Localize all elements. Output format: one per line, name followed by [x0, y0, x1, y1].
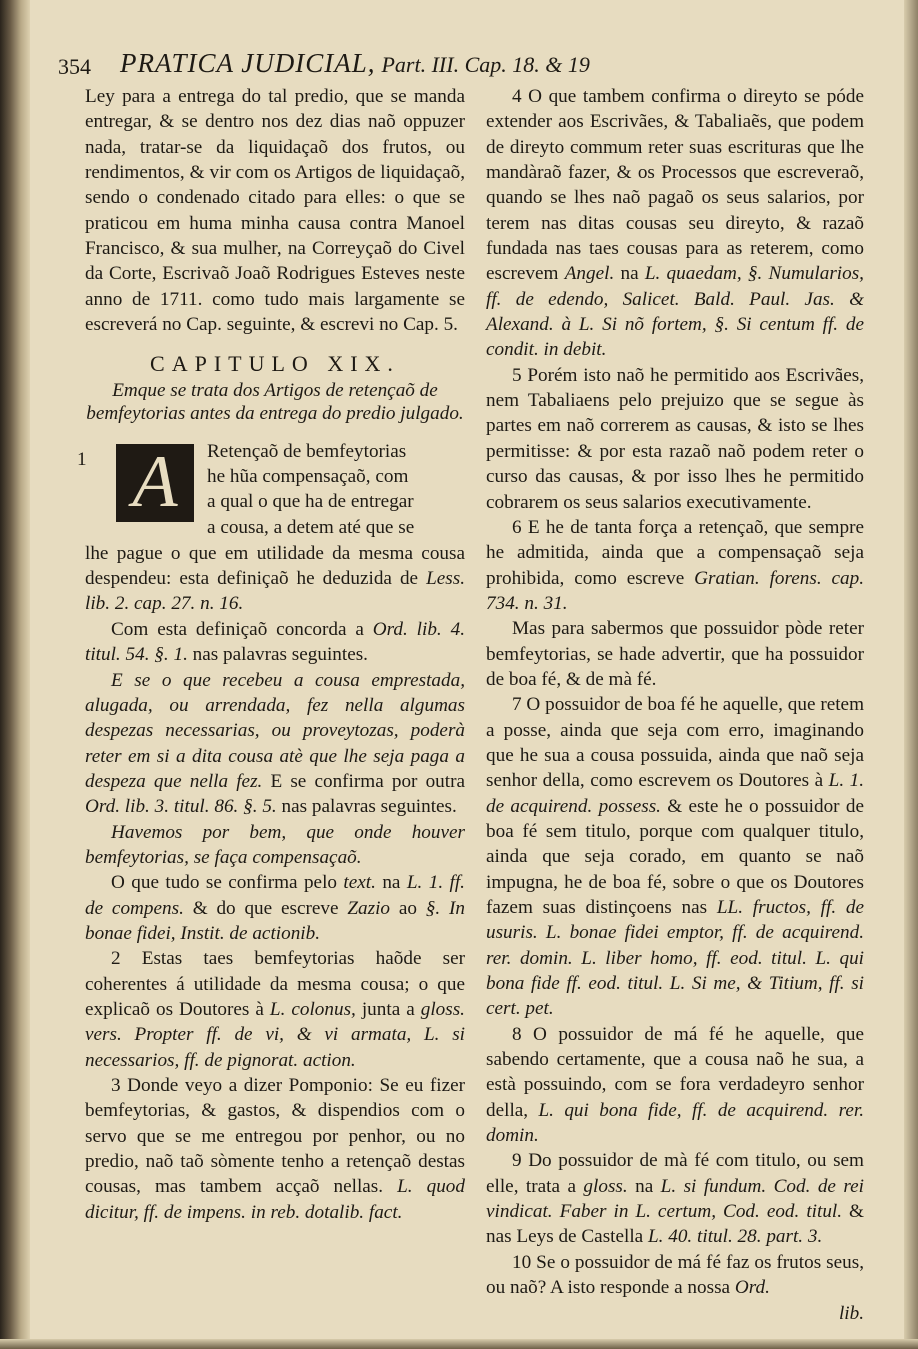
text-run: Se o possuidor de má fé faz os frutos seus, ou naõ? A isto responde a nossa — [486, 1251, 864, 1299]
text-run: Do possuidor de mà fé com titulo, ou sem elle, trata a — [486, 1150, 864, 1197]
text-run: ao — [390, 897, 426, 919]
paragraph-r8 — [486, 1022, 864, 1149]
paragraph-number: 4 — [512, 86, 522, 107]
citation: gloss. vers. Propter ff. de vi, & vi armata, L. si necessarios, ff. de pignorat. action. — [85, 998, 465, 1071]
running-title-part: Part. III. Cap. 18. & 19 — [381, 52, 590, 77]
text-run: lhe pague o que em utilidade da mesma cousa despendeu: esta definiçaõ he deduzida de — [85, 542, 465, 590]
text-run: na — [614, 263, 645, 285]
paragraph-number: 10 — [512, 1251, 532, 1273]
page-header — [58, 48, 858, 88]
paragraph-number: 6 — [512, 516, 522, 538]
citation: Zazio — [347, 897, 391, 919]
paragraph-7 — [85, 1073, 465, 1225]
text-run: na — [375, 872, 407, 894]
left-column — [77, 84, 465, 1225]
paragraph-6 — [85, 946, 465, 1073]
citation: Less. lib. 2. cap. 27. n. 16. — [85, 568, 465, 615]
paragraph-r7 — [486, 692, 864, 1021]
paragraph-5 — [85, 870, 465, 946]
book-binding — [0, 0, 30, 1349]
text-run: E he de tanta força a retençaõ, que sempre he admitida, ainda que a compensaçaõ seja prohibida, como escreve — [486, 516, 864, 589]
paragraph-number: 3 — [111, 1075, 121, 1096]
paragraph-r5 — [486, 363, 864, 515]
paragraph-1-opening — [77, 439, 465, 567]
citation: §. In bonae fidei, Instit. de actionib. — [85, 897, 465, 944]
catchword: lib. — [838, 1302, 864, 1324]
running-title — [120, 48, 590, 79]
paragraph-3 — [85, 668, 465, 820]
text-run: O possuidor de boa fé he aquelle, que retem a posse, ainda que seja com erro, imaginando que he sua a cousa possuida, ainda que naõ seja senhor della, como escrevem os Doutores à — [486, 694, 864, 792]
paragraph-number: 2 — [111, 948, 121, 970]
dropcap-line: a cousa, a detem até que se — [207, 516, 415, 538]
text-run: & este he o possuidor de boa fé sem titulo, porque com qualquer titulo, ainda que seja corado, em quanto se naõ impugna, he de boa fé, sobre o que os Doutores fazem suas distinçoens nas — [486, 795, 864, 918]
citation: LL. fructos, ff. de usuris. L. bonae fidei emptor, ff. de acquirend. rer. domin. L. liber homo, ff. eod. titul. L. qui bona fide ff. eod. titul. L. Si me, & Titium, ff. si cert. pet. — [486, 897, 864, 1020]
continued-paragraph: Ley para a entrega do tal predio, que se manda entregar, & se dentro nos dez dias naõ oppuzer nada, tratar-se da liquidaçaõ dos frutos, ou rendimentos, & vir com os Artigos de liquidaçaõ, sendo o condenado citado para elles: o que se praticou em huma minha causa contra Manoel Francisco, & sua mulher, na Correyçaõ do Civel da Corte, Escrivaõ Joaõ Rodrigues Esteves neste anno de 1711. como tudo mais largamente se escreverá no Cap. seguinte, & escrevi no Cap. 5. — [85, 86, 465, 336]
text-run: junta a — [355, 998, 421, 1020]
citation: L. 40. titul. 28. part. 3. — [647, 1226, 823, 1248]
chapter-subtitle: Emque se trata dos Artigos de retençaõ de bemfeytorias antes da entrega do predio julgado. — [86, 379, 464, 424]
running-title-main: PRATICA JUDICIAL, — [120, 48, 376, 78]
paragraph-4-quotation: Havemos por bem, que onde houver bemfeytorias, se faça compensaçaõ. — [85, 821, 465, 868]
paragraph-r4 — [486, 84, 864, 363]
chapter-title: CAPITULO XIX. — [150, 351, 400, 377]
citation: Angel. — [564, 263, 615, 285]
text-run: Porém isto naõ he permitido aos Escrivães, nem Tabaliaens pelo prejuizo que se segue às partes em naõ correrem as causas, & isto se lhes permitisse: & por esta razaõ naõ podem reter o curso das causas, & por isso lhes he permitido cobrarem os seus salarios executivamente. — [486, 364, 864, 513]
page-edge-bottom — [0, 1339, 918, 1349]
paragraph-2 — [85, 617, 465, 668]
paragraph-number: 9 — [512, 1150, 522, 1172]
paragraph-number: 5 — [512, 364, 522, 386]
citation: L. quaedam, §. Numularios, ff. de edendo, Salicet. Bald. Paul. Jas. & Alexand. à L. Si nõ fortem, §. Si centum ff. de condit. in debit. — [486, 263, 864, 361]
paragraph-r9 — [486, 1148, 864, 1249]
citation: Ord. — [734, 1277, 770, 1299]
dropcap-lines — [207, 439, 465, 540]
paragraph-number: 7 — [512, 694, 522, 716]
dropcap-line: Retençaõ de bemfeytorias — [207, 440, 407, 462]
text-run: O possuidor de má fé he aquelle, que sabendo certamente, que a cousa naõ he sua, a està possuindo, com se fora verdadeyro senhor della, — [486, 1023, 864, 1121]
text-run: E se confirma por outra — [262, 770, 465, 792]
citation: L. 1. de acquirend. possess. — [486, 770, 865, 817]
citation: L. colonus, — [269, 998, 356, 1020]
citation: L. si fundum. Cod. de rei vindicat. Faber in L. certum, Cod. eod. titul. — [486, 1175, 864, 1223]
text-run: Estas taes bemfeytorias haõde ser coherentes á utilidade da mesma cousa; o que explicaõ os Doutores à — [85, 948, 465, 1020]
text-run: O que tudo se confirma pelo — [111, 872, 344, 894]
citation: L. qui bona fide, ff. de acquirend. rer. domin. — [486, 1099, 864, 1147]
citation: L. quod dicitur, ff. de impens. in reb. dotalib. fact. — [85, 1176, 465, 1223]
text-run: nas palavras seguintes. — [276, 796, 457, 818]
paragraph-r10 — [486, 1250, 864, 1301]
citation: L. 1. ff. de compens. — [85, 872, 465, 919]
page-number: 354 — [58, 54, 91, 79]
citation: text. — [343, 872, 376, 894]
page-edge-right — [904, 0, 918, 1349]
citation: Ord. lib. 4. titul. 54. §. 1. — [85, 618, 465, 666]
citation: gloss. — [583, 1175, 628, 1197]
dropcap-line: he hũa compensaçaõ, com — [207, 466, 409, 488]
text-run: & nas Leys de Castella — [486, 1201, 864, 1248]
right-column — [486, 84, 864, 1326]
text-run: nas palavras seguintes. — [187, 644, 368, 666]
ornamental-initial: A — [113, 441, 197, 525]
paragraph-number: 1 — [77, 448, 87, 470]
paragraph-r6b: Mas para sabermos que possuidor pòde reter bemfeytorias, se hade advertir, que ha possuidor de boa fé, & de mà fé. — [486, 618, 864, 690]
dropcap-line: a qual o que ha de entregar — [207, 491, 414, 513]
text-run: O que tambem confirma o direyto se póde extender aos Escrivães, & Tabaliaẽs, que podem de direyto commum reter suas escrituras que lhe mandàraõ fazer, & os Processos que escreveraõ, quando se lhes naõ pagaõ os seus salarios, por terem nas ditas cousas seu direyto, & razaõ fundada nas taes cousas para as reterem, como escrevem — [486, 86, 864, 285]
text-run: Com esta definiçaõ concorda a — [111, 618, 373, 640]
citation: Gratian. forens. cap. 734. n. 31. — [486, 567, 864, 614]
text-run: na — [627, 1175, 661, 1197]
paragraph-r6 — [486, 515, 864, 616]
paragraph-number: 8 — [512, 1023, 522, 1045]
quotation: E se o que recebeu a cousa emprestada, alugada, ou arrendada, fez nella algumas despezas necessarias, ou proveytozas, poderà reter em si a dita cousa atè que lhe seja paga a despeza que nella fez. — [85, 669, 465, 792]
text-run: & do que escreve — [183, 897, 348, 919]
text-run: Donde veyo a dizer Pomponio: Se eu fizer bemfeytorias, & gastos, & dispendios com o servo que se me entregou por penhor, ou no predio, naõ taõ sòmente tenho a retençaõ destas cousas, mas tambem acçaõ nellas. — [85, 1075, 465, 1198]
citation: Ord. lib. 3. titul. 86. §. 5. — [85, 796, 277, 818]
